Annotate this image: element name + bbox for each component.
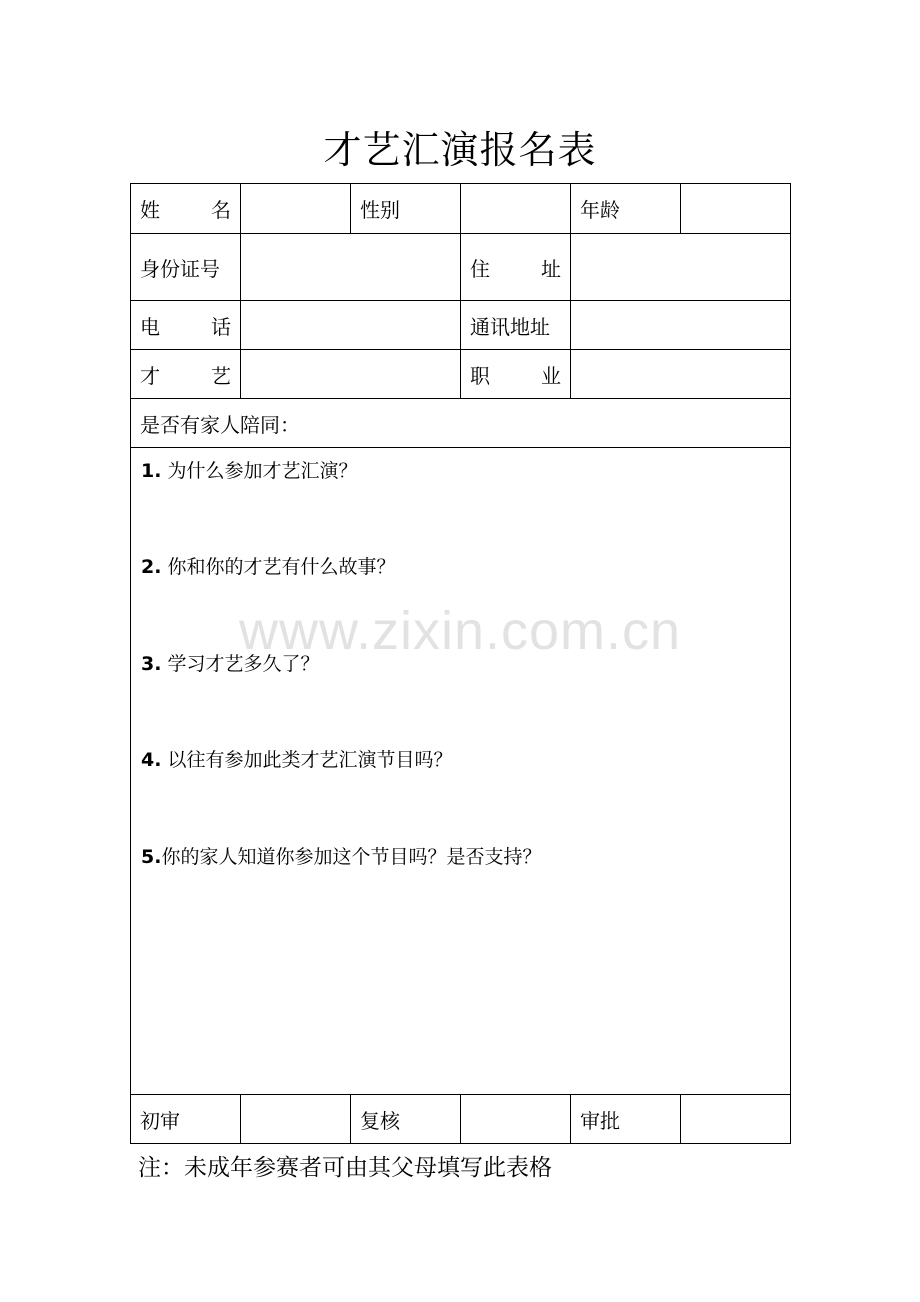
label-first-review: 初审 — [131, 1095, 241, 1144]
field-approve[interactable] — [681, 1095, 791, 1144]
label-recheck: 复核 — [351, 1095, 461, 1144]
row-talent — [131, 350, 791, 399]
label-id: 身份证号 — [131, 234, 241, 301]
field-name[interactable] — [241, 184, 351, 234]
question-2-number: 2. — [141, 556, 162, 578]
label-age: 年龄 — [571, 184, 681, 234]
field-occupation[interactable] — [571, 350, 791, 399]
field-age[interactable] — [681, 184, 791, 234]
question-1 — [141, 458, 358, 484]
question-5-text: 你的家人知道你参加这个节目吗？是否支持？ — [161, 846, 542, 868]
label-gender: 性别 — [351, 184, 461, 234]
question-2-text: 你和你的才艺有什么故事？ — [161, 556, 396, 578]
label-mail-address: 通讯地址 — [461, 301, 571, 350]
label-talent-char1: 才 — [140, 363, 160, 388]
label-address — [461, 234, 571, 301]
label-phone-char2: 话 — [211, 314, 231, 339]
registration-form-table — [130, 183, 791, 1144]
question-3-number: 3. — [141, 653, 162, 675]
field-family-accompany[interactable] — [131, 399, 791, 448]
label-approve: 审批 — [571, 1095, 681, 1144]
row-questions — [131, 448, 791, 1095]
question-1-text: 为什么参加才艺汇演？ — [161, 460, 358, 482]
question-5 — [141, 844, 541, 870]
question-5-number: 5. — [141, 846, 162, 868]
field-id[interactable] — [241, 234, 461, 301]
row-family — [131, 399, 791, 448]
label-phone — [131, 301, 241, 350]
field-mail-address[interactable] — [571, 301, 791, 350]
question-3-text: 学习才艺多久了？ — [161, 653, 320, 675]
row-phone — [131, 301, 791, 350]
question-4-number: 4. — [141, 749, 162, 771]
label-name-char1: 姓 — [140, 198, 160, 222]
question-4 — [141, 747, 453, 773]
label-phone-char1: 电 — [140, 314, 160, 339]
label-talent-char2: 艺 — [211, 363, 231, 388]
label-address-char2: 址 — [541, 256, 561, 281]
field-gender[interactable] — [461, 184, 571, 234]
field-first-review[interactable] — [241, 1095, 351, 1144]
row-name — [131, 184, 791, 234]
label-family-accompany: 是否有家人陪同： — [140, 412, 300, 437]
field-recheck[interactable] — [461, 1095, 571, 1144]
label-occupation-char2: 业 — [541, 363, 561, 388]
label-occupation — [461, 350, 571, 399]
label-address-char1: 住 — [470, 256, 490, 281]
field-phone[interactable] — [241, 301, 461, 350]
watermark: www.zixin.com.cn — [238, 601, 682, 661]
question-2 — [141, 554, 396, 580]
label-occupation-char1: 职 — [470, 363, 490, 388]
questions-area[interactable] — [131, 448, 791, 1095]
question-1-number: 1. — [141, 460, 162, 482]
field-talent[interactable] — [241, 350, 461, 399]
footnote: 注：未成年参赛者可由其父母填写此表格 — [138, 1155, 552, 1181]
field-address[interactable] — [571, 234, 791, 301]
row-approval — [131, 1095, 791, 1144]
row-id — [131, 234, 791, 301]
label-name — [131, 184, 241, 234]
label-name-char2: 名 — [211, 198, 231, 222]
label-talent — [131, 350, 241, 399]
question-3 — [141, 651, 320, 677]
question-4-text: 以往有参加此类才艺汇演节目吗？ — [161, 749, 453, 771]
form-title: 才艺汇演报名表 — [323, 128, 597, 172]
